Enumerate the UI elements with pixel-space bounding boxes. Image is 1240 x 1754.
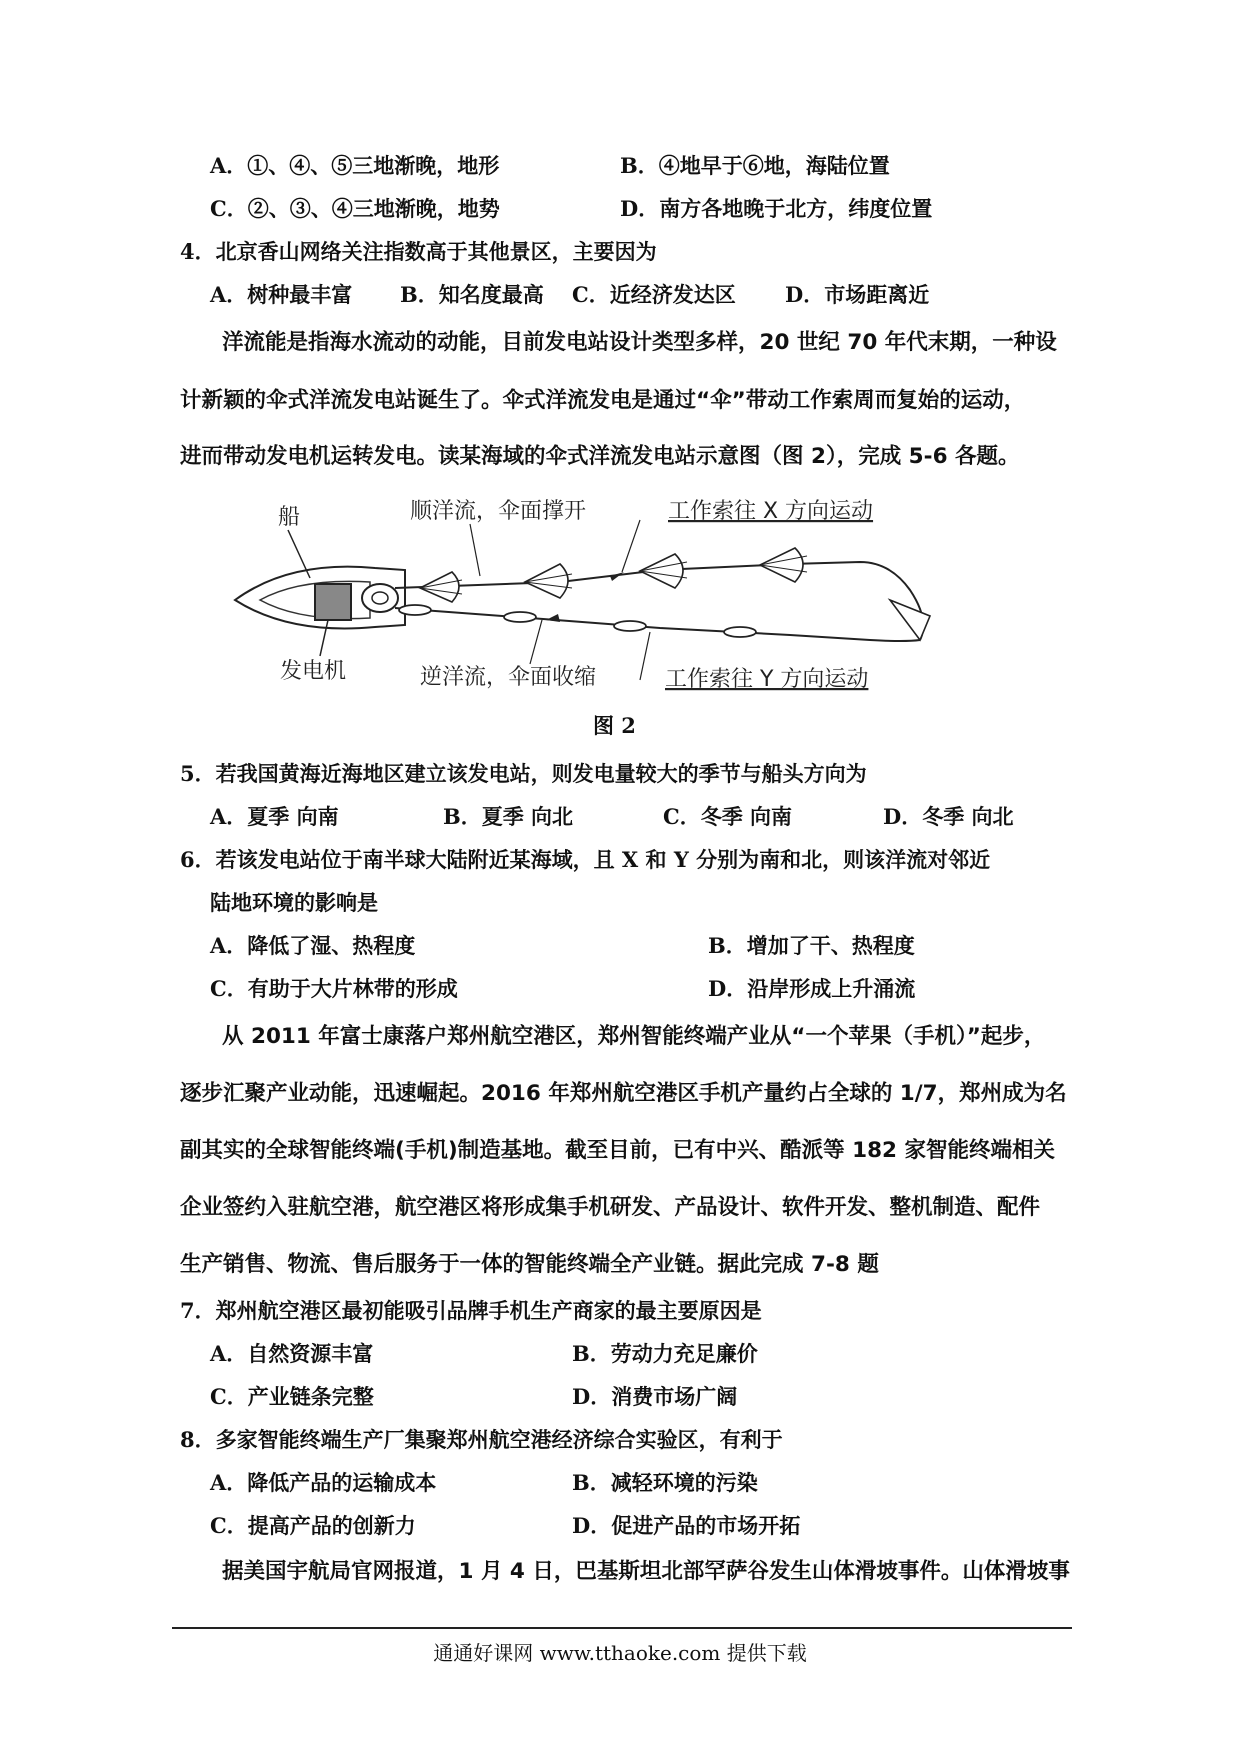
pulley-hub: [372, 592, 388, 604]
q4-option-a: A．树种最丰富: [210, 282, 353, 307]
label-with-current: 顺洋流，伞面撑开: [410, 499, 587, 524]
q6-option-d: D．沿岸形成上升涌流: [708, 976, 916, 1001]
generator-box: [315, 584, 351, 620]
label-ship: 船: [278, 505, 301, 530]
q8-option-b: B．减轻环境的污染: [572, 1470, 758, 1495]
passage2-line5: 生产销售、物流、售后服务于一体的智能终端全产业链。据此完成 7-8 题: [180, 1252, 879, 1277]
open-umbrella-4: [760, 548, 807, 582]
closed-umbrella-1: [399, 605, 431, 615]
label-against-current: 逆洋流，伞面收缩: [420, 665, 597, 690]
open-umbrella-3: [640, 554, 687, 588]
leader-with-current: [470, 524, 480, 576]
open-umbrella-1: [420, 572, 462, 602]
arrow-x-direction-icon: [610, 572, 624, 581]
leader-y-direction: [640, 632, 650, 680]
lower-cable: [395, 608, 920, 641]
closed-umbrella-4: [724, 627, 756, 637]
figure2-caption: 图 2: [593, 713, 636, 738]
q6-stem-line1: 6．若该发电站位于南半球大陆附近某海域，且 X 和 Y 分别为南和北，则该洋流对邻近: [180, 847, 991, 872]
passage1-line3: 进而带动发电机运转发电。读某海域的伞式洋流发电站示意图（图 2），完成 5-6 各题。: [180, 444, 1020, 469]
q7-option-a: A．自然资源丰富: [210, 1341, 374, 1366]
closed-umbrella-2: [504, 612, 536, 622]
q3-option-c: C．②、③、④三地渐晚，地势: [210, 196, 500, 221]
passage2-line3: 副其实的全球智能终端(手机)制造基地。截至目前，已有中兴、酷派等 182 家智能终端相关: [180, 1138, 1056, 1163]
figure2-diagram: [230, 490, 950, 700]
q3-option-d: D．南方各地晚于北方，纬度位置: [620, 196, 933, 221]
q6-option-b: B．增加了干、热程度: [708, 933, 915, 958]
label-x-direction: 工作索往 X 方向运动: [668, 499, 874, 524]
q8-stem: 8．多家智能终端生产厂集聚郑州航空港经济综合实验区，有利于: [180, 1427, 783, 1452]
q4-option-b: B．知名度最高: [400, 282, 544, 307]
q6-option-c: C．有助于大片林带的形成: [210, 976, 458, 1001]
q7-option-c: C．产业链条完整: [210, 1384, 374, 1409]
label-generator: 发电机: [280, 659, 347, 684]
q5-option-a: A．夏季 向南: [210, 804, 339, 829]
q7-option-b: B．劳动力充足廉价: [572, 1341, 758, 1366]
footer-text: 通通好课网 www.tthaoke.com 提供下载: [433, 1641, 807, 1665]
turning-umbrella: [890, 600, 930, 640]
label-y-direction: 工作索往 Y 方向运动: [665, 667, 869, 692]
q8-option-c: C．提高产品的创新力: [210, 1513, 416, 1538]
leader-against-current: [530, 620, 542, 664]
q6-stem-line2: 陆地环境的影响是: [210, 890, 378, 915]
q4-option-c: C．近经济发达区: [572, 282, 736, 307]
closed-umbrella-3: [614, 621, 646, 631]
passage1-line1: 洋流能是指海水流动的动能，目前发电站设计类型多样，20 世纪 70 年代末期，一种设: [222, 330, 1057, 355]
passage2-line1: 从 2011 年富士康落户郑州航空港区，郑州智能终端产业从“一个苹果（手机）”起步，: [222, 1024, 1046, 1049]
q4-option-d: D．市场距离近: [785, 282, 930, 307]
q4-stem: 4．北京香山网络关注指数高于其他景区，主要因为: [180, 239, 657, 264]
q5-stem: 5．若我国黄海近海地区建立该发电站，则发电量较大的季节与船头方向为: [180, 761, 867, 786]
q7-stem: 7．郑州航空港区最初能吸引品牌手机生产商家的最主要原因是: [180, 1298, 762, 1323]
passage3-line1: 据美国宇航局官网报道，1 月 4 日，巴基斯坦北部罕萨谷发生山体滑坡事件。山体滑坡事: [222, 1559, 1070, 1584]
q5-option-d: D．冬季 向北: [883, 804, 1014, 829]
q3-option-b: B．④地早于⑥地，海陆位置: [620, 153, 890, 178]
q7-option-d: D．消费市场广阔: [572, 1384, 738, 1409]
passage1-line2: 计新颖的伞式洋流发电站诞生了。伞式洋流发电是通过“伞”带动工作索周而复始的运动，: [180, 388, 1026, 413]
open-umbrella-2: [525, 564, 572, 598]
q8-option-d: D．促进产品的市场开拓: [572, 1513, 801, 1538]
passage2-line4: 企业签约入驻航空港，航空港区将形成集手机研发、产品设计、软件开发、整机制造、配件: [180, 1195, 1041, 1220]
footer-divider: [172, 1627, 1072, 1629]
leader-x-direction: [622, 520, 640, 572]
passage2-line2: 逐步汇聚产业动能，迅速崛起。2016 年郑州航空港区手机产量约占全球的 1/7，郑州成为名: [180, 1081, 1067, 1106]
q8-option-a: A．降低产品的运输成本: [210, 1470, 437, 1495]
q5-option-c: C．冬季 向南: [663, 804, 793, 829]
q6-option-a: A．降低了湿、热程度: [210, 933, 416, 958]
arrow-y-direction-icon: [546, 614, 560, 622]
q3-option-a: A．①、④、⑤三地渐晚，地形: [210, 153, 500, 178]
q5-option-b: B．夏季 向北: [443, 804, 574, 829]
